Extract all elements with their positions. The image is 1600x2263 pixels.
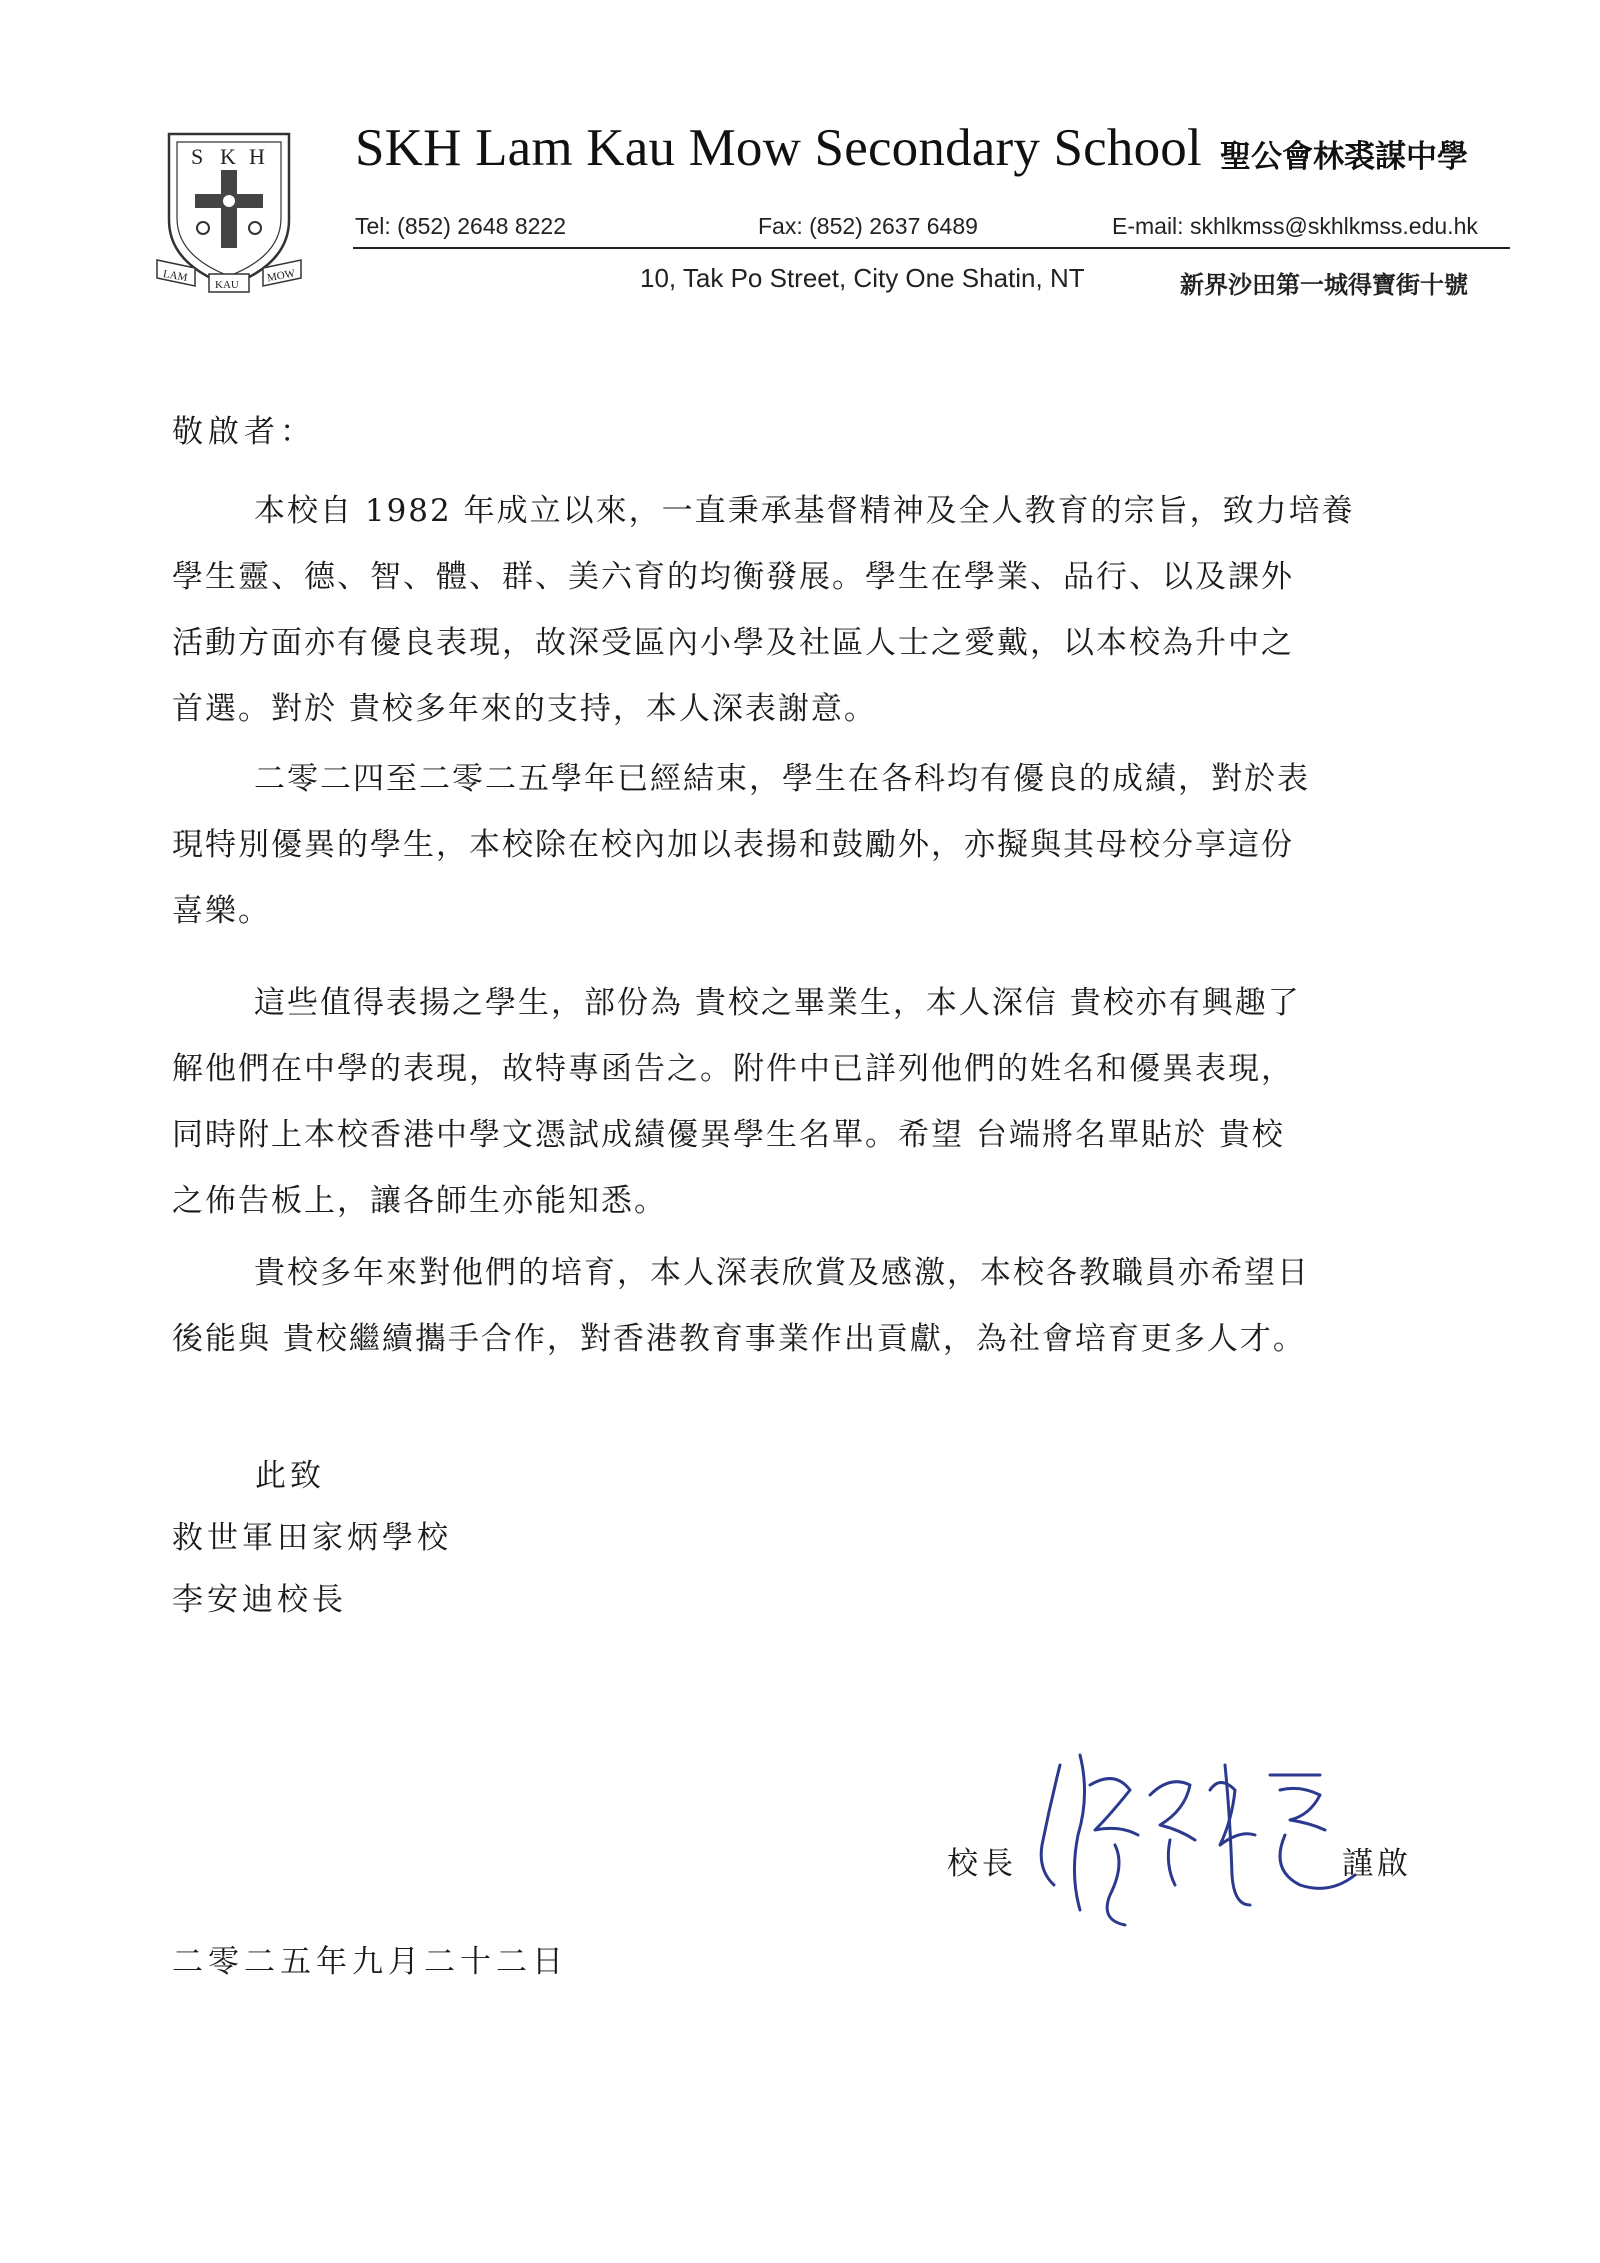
letter-paragraph xyxy=(172,970,1462,1234)
closing-phrase: 此致 xyxy=(255,1458,325,1494)
letter-date: 二零二五年九月二十二日 xyxy=(172,1944,568,1980)
paragraph-line: 這些值得表揚之學生，部份為 貴校之畢業生，本人深信 貴校亦有興趣了 xyxy=(254,985,1301,1021)
paragraph-line: 現特別優異的學生，本校除在校內加以表揚和鼓勵外，亦擬與其母校分享這份 xyxy=(172,827,1294,863)
signatory-title: 校長 xyxy=(947,1846,1017,1882)
paragraph-line: 解他們在中學的表現，故特專函告之。附件中已詳列他們的姓名和優異表現， xyxy=(172,1051,1294,1087)
svg-text:S: S xyxy=(191,144,204,169)
paragraph-line: 學生靈、德、智、體、群、美六育的均衡發展。學生在學業、品行、以及課外 xyxy=(172,559,1294,595)
paragraph-line: 同時附上本校香港中學文憑試成績優異學生名單。希望 台端將名單貼於 貴校 xyxy=(172,1117,1285,1153)
svg-text:H: H xyxy=(249,144,265,169)
school-tel: Tel: (852) 2648 8222 xyxy=(355,213,566,239)
school-crest-logo xyxy=(155,128,303,296)
letter-paragraph xyxy=(172,478,1462,742)
school-email: E-mail: skhlkmss@skhlkmss.edu.hk xyxy=(1112,213,1478,239)
paragraph-line: 後能與 貴校繼續攜手合作，對香港教育事業作出貢獻，為社會培育更多人才。 xyxy=(172,1321,1306,1357)
svg-text:LAM: LAM xyxy=(162,268,189,285)
paragraph-line: 喜樂。 xyxy=(172,893,271,929)
recipient-name: 李安迪校長 xyxy=(172,1582,347,1618)
school-name-zh: 聖公會林裘謀中學 xyxy=(1220,139,1468,175)
sign-off: 謹啟 xyxy=(1342,1846,1412,1882)
paragraph-line: 活動方面亦有優良表現，故深受區內小學及社區人士之愛戴，以本校為升中之 xyxy=(172,625,1294,661)
salutation: 敬啟者： xyxy=(172,414,316,450)
school-name-en: SKH Lam Kau Mow Secondary School xyxy=(355,119,1202,177)
svg-text:MOW: MOW xyxy=(266,267,296,285)
school-address-en: 10, Tak Po Street, City One Shatin, NT xyxy=(640,263,1085,293)
letter-paragraph xyxy=(172,1240,1462,1372)
svg-text:KAU: KAU xyxy=(215,279,239,291)
school-fax: Fax: (852) 2637 6489 xyxy=(758,213,978,239)
paragraph-line: 貴校多年來對他們的培育，本人深表欣賞及感激，本校各教職員亦希望日 xyxy=(254,1255,1310,1291)
svg-text:K: K xyxy=(220,144,236,169)
letter-paragraph xyxy=(172,746,1462,944)
school-address-zh: 新界沙田第一城得寶街十號 xyxy=(1180,271,1468,299)
paragraph-line: 首選。對於 貴校多年來的支持，本人深表謝意。 xyxy=(172,691,877,727)
paragraph-line: 本校自 1982 年成立以來，一直秉承基督精神及全人教育的宗旨，致力培養 xyxy=(254,493,1355,529)
header-divider xyxy=(353,247,1510,249)
paragraph-line: 二零二四至二零二五學年已經結束，學生在各科均有優良的成績，對於表 xyxy=(254,761,1310,797)
paragraph-line: 之佈告板上，讓各師生亦能知悉。 xyxy=(172,1183,667,1219)
handwritten-signature xyxy=(1020,1735,1370,1935)
recipient-school: 救世軍田家炳學校 xyxy=(172,1520,452,1556)
